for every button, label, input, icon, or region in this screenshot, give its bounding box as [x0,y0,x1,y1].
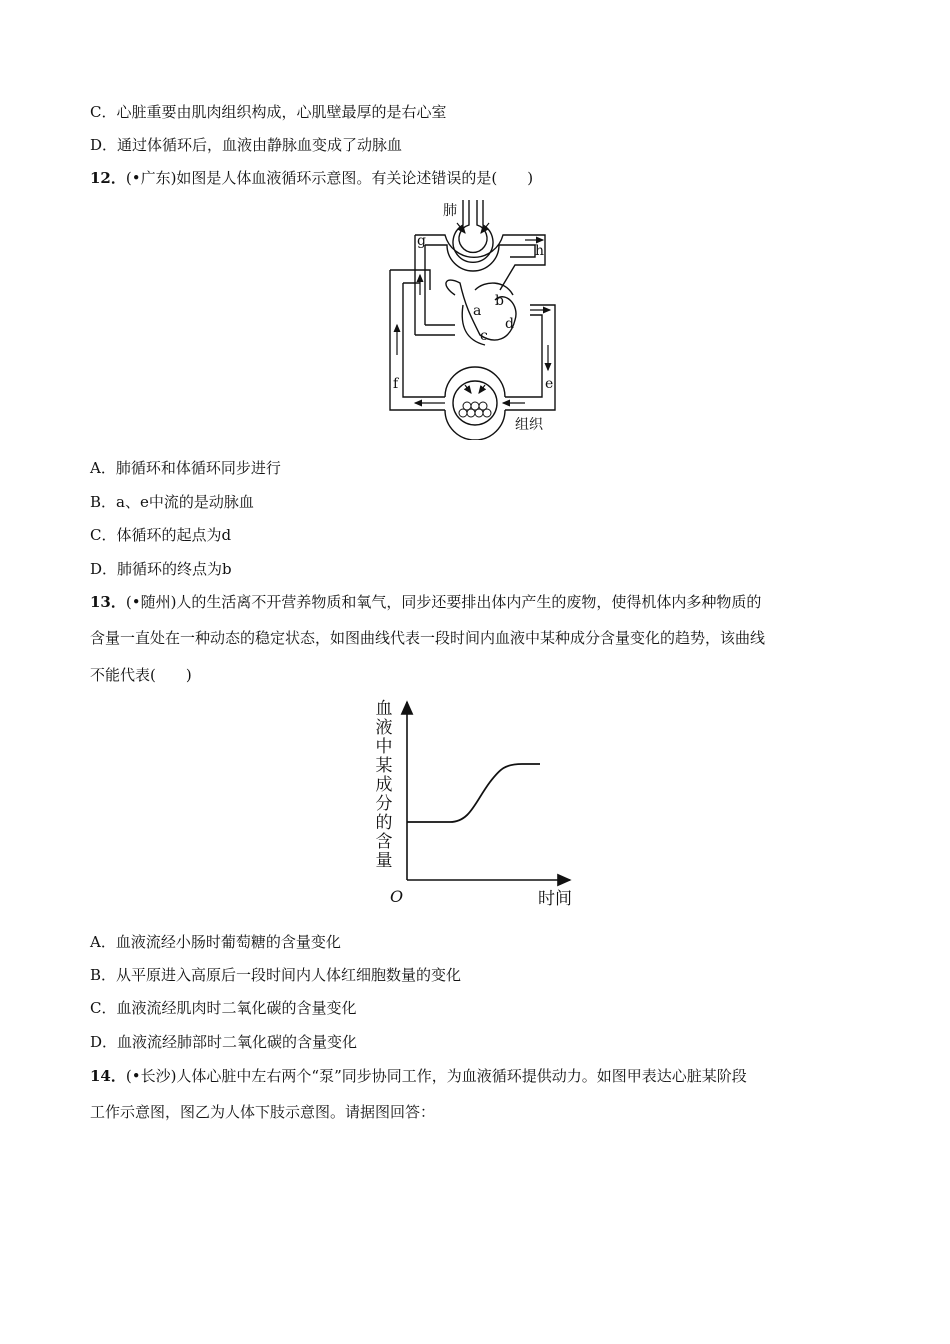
q11-option-d: D．通过体循环后，血液由静脉血变成了动脉血 [90,136,403,154]
q12-stem [90,168,533,188]
q12-stem-text: (•广东)如图是人体血液循环示意图。有关论述错误的是( ) [125,169,534,187]
q13-stem-line1 [90,592,761,612]
q14-number: 14． [90,1067,126,1085]
y-axis-label-char: 某 [375,756,393,776]
q12-option-d: D．肺循环的终点为b [90,560,232,578]
label-h: h [535,243,545,259]
x-axis-label: 时间 [538,889,572,909]
label-lung: 肺 [443,203,457,219]
q13-option-b: B．从平原进入高原后一段时间内人体红细胞数量的变化 [90,966,462,984]
q12-option-b: B．a、e中流的是动脉血 [90,493,254,511]
label-c: c [480,328,488,344]
origin-label: O [390,887,404,906]
q11-option-c: C．心脏重要由肌肉组织构成，心肌壁最厚的是右心室 [90,103,447,121]
q12-number: 12． [90,169,126,187]
label-b: b [495,293,504,309]
q13-option-c: C．血液流经肌肉时二氧化碳的含量变化 [90,999,357,1017]
y-axis-label-char: 分 [375,794,393,814]
y-axis-label-char: 量 [375,851,393,871]
label-g: g [417,233,426,249]
circulation-diagram [385,195,570,440]
q13-stem-line3: 不能代表( ) [90,666,192,684]
y-axis-label-char: 成 [375,775,393,795]
y-axis-label-char: 含 [375,832,393,852]
q13-option-d: D．血液流经肺部时二氧化碳的含量变化 [90,1033,358,1051]
label-d: d [505,316,514,332]
trend-curve [407,764,540,822]
q12-option-a: A．肺循环和体循环同步进行 [90,459,281,477]
label-e: e [545,376,554,392]
q14-stem-text1: (•长沙)人体心脏中左右两个“泵”同步协同工作，为血液循环提供动力。如图甲表达心脏某阶段 [125,1067,747,1085]
q13-option-a: A．血液流经小肠时葡萄糖的含量变化 [90,933,341,951]
label-a: a [473,303,482,319]
q14-stem-line2: 工作示意图，图乙为人体下肢示意图。请据图回答： [90,1103,436,1121]
content-curve-chart [360,692,585,912]
label-f: f [393,376,399,392]
y-axis-label-char: 液 [375,718,393,738]
q13-stem-text1: (•随州)人的生活离不开营养物质和氧气，同步还要排出体内产生的废物，使得机体内多种物质的 [125,593,762,611]
y-axis-label-char: 血 [375,699,393,719]
y-axis-label [376,699,393,871]
q13-stem-line2: 含量一直处在一种动态的稳定状态，如图曲线代表一段时间内血液中某种成分含量变化的趋势，该曲线 [90,629,766,647]
q13-number: 13． [90,593,126,611]
y-axis-label-char: 中 [375,737,393,757]
label-tissue: 组织 [515,417,543,433]
q14-stem-line1 [90,1066,747,1086]
q12-option-c: C．体循环的起点为d [90,526,232,544]
y-axis-label-char: 的 [375,813,393,833]
